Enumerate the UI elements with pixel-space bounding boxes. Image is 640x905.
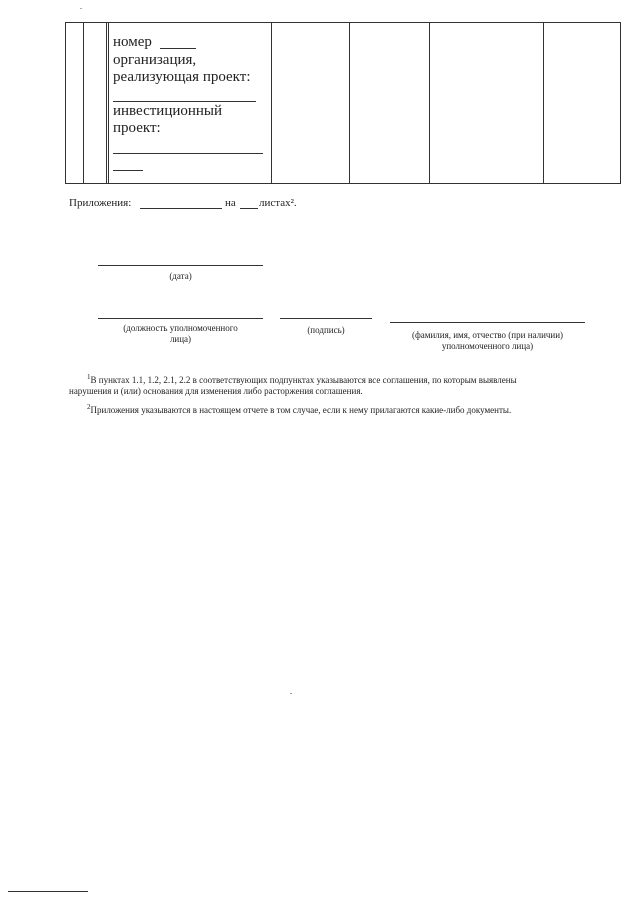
number-blank bbox=[160, 48, 196, 49]
cell-organization-label: организация, реализующая проект: bbox=[113, 52, 251, 85]
attachments-on: на bbox=[225, 197, 236, 209]
attachments-sheets-blank bbox=[240, 208, 258, 209]
scan-dot bbox=[290, 693, 292, 694]
project-blank-short bbox=[113, 170, 143, 171]
table-column-divider bbox=[429, 23, 430, 183]
signature-caption: (подпись) bbox=[307, 325, 345, 335]
table-column-divider bbox=[349, 23, 350, 183]
bottom-footnote-rule bbox=[8, 891, 88, 892]
table-column-divider bbox=[543, 23, 544, 183]
date-line bbox=[98, 265, 263, 266]
table-column-divider bbox=[106, 23, 109, 183]
organization-blank bbox=[113, 101, 256, 102]
footnote-1: $^1$В пунктах 1.1, 1.2, 2.1, 2.2 в соответствующих подпунктах указываются все соглашения, по которым выявлены нарушения и (или) основания для изменения либо расторжения соглашения. bbox=[69, 373, 517, 396]
cell-number-label: номер bbox=[113, 34, 152, 50]
position-caption: (должность уполномоченного лица) bbox=[123, 323, 238, 344]
footnote-1-mark: 1 bbox=[87, 373, 91, 381]
table-column-divider bbox=[83, 23, 84, 183]
footnote-2: $^2$Приложения указываются в настоящем отчете в том случае, если к нему прилагаются какие-либо документы. bbox=[87, 403, 512, 415]
footnote-2-mark: 2 bbox=[87, 403, 91, 411]
name-caption: (фамилия, имя, отчество (при наличии) уполномоченного лица) bbox=[411, 330, 564, 351]
attachments-sheets: листах². bbox=[259, 197, 297, 209]
attachments-count-blank bbox=[140, 208, 222, 209]
table-column-divider bbox=[271, 23, 272, 183]
attachments-label: Приложения: bbox=[69, 197, 132, 209]
signature-line bbox=[280, 318, 372, 319]
name-line bbox=[390, 322, 585, 323]
date-caption: (дата) bbox=[169, 271, 192, 281]
position-line bbox=[98, 318, 263, 319]
cell-project-label: инвестиционный проект: bbox=[113, 103, 223, 136]
attachments-line bbox=[69, 197, 131, 210]
scan-dot bbox=[80, 8, 82, 9]
project-blank bbox=[113, 153, 263, 154]
